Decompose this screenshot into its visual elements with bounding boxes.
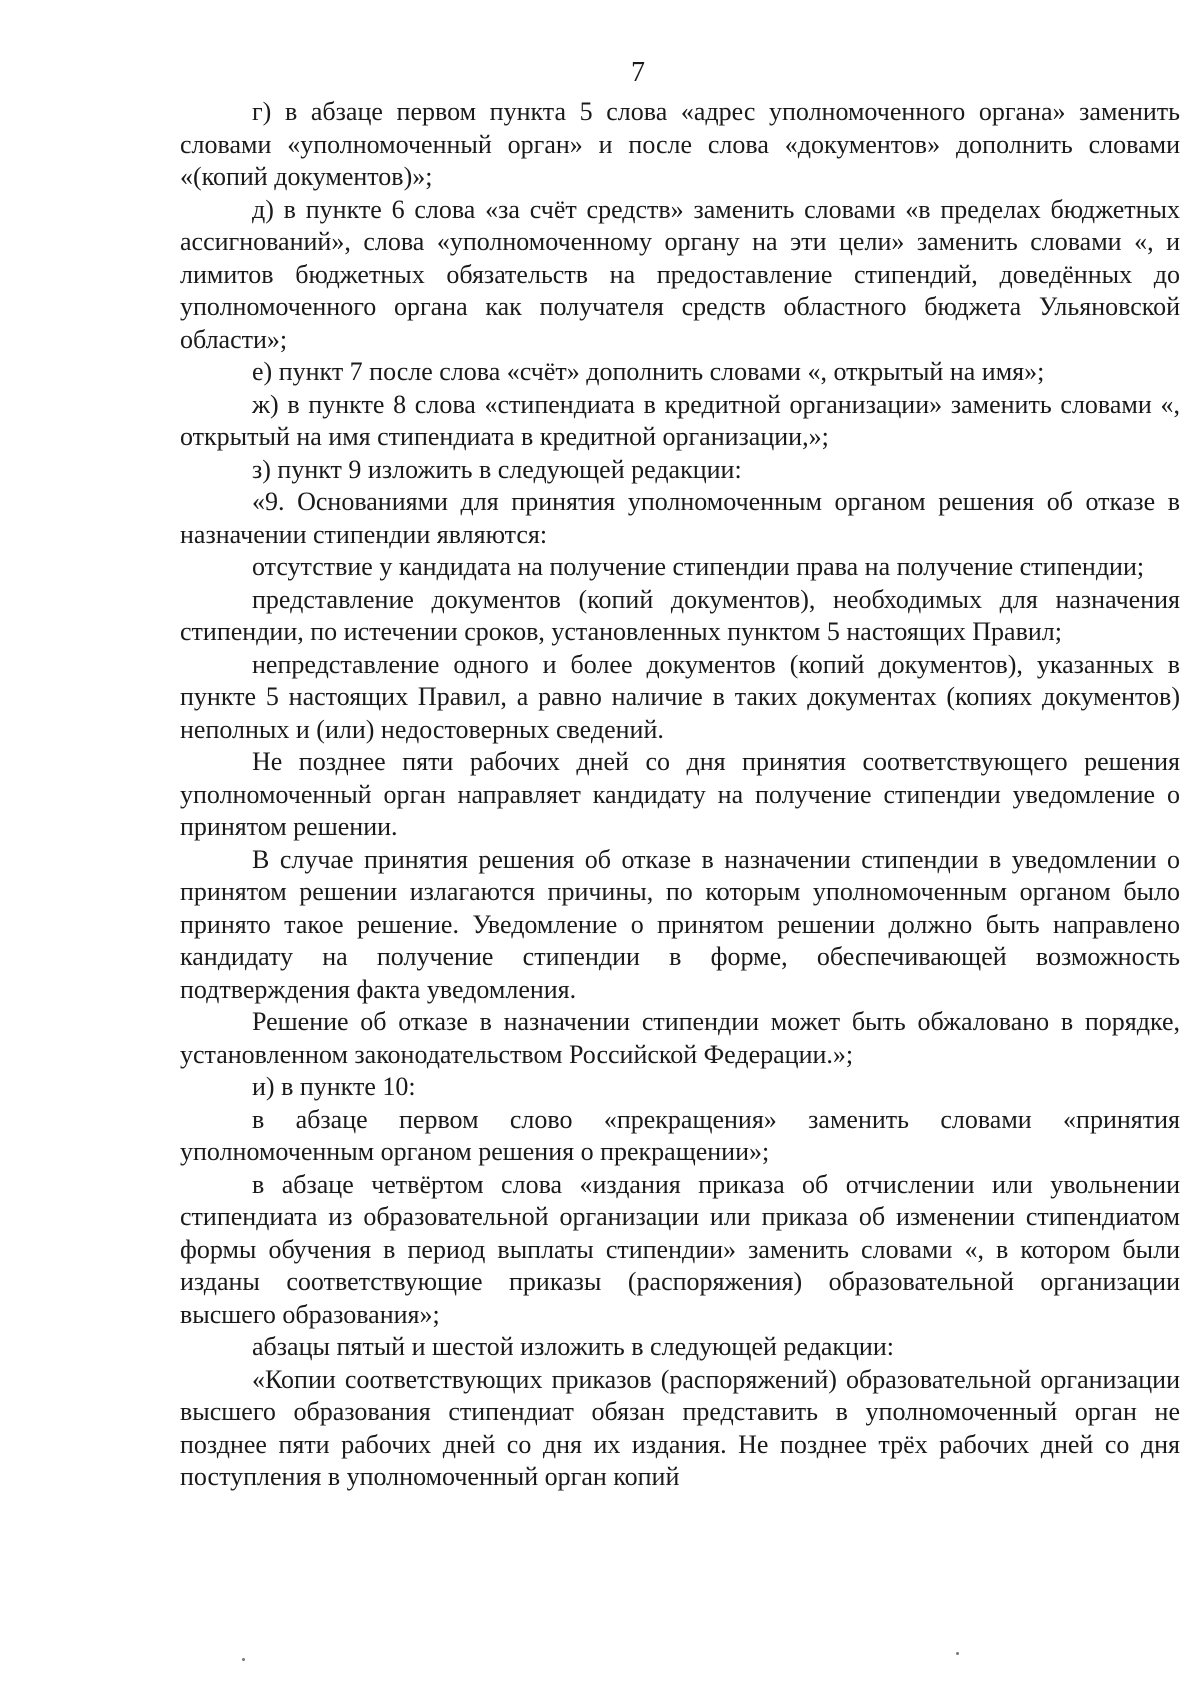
scan-speck: [242, 1658, 245, 1661]
paragraph-appeal: Решение об отказе в назначении стипендии может быть обжаловано в порядке, установленном законодательством Российской Федерации.»;: [180, 1007, 1180, 1069]
paragraph-ground-3: непредставление одного и более документов (копий документов), указанных в пункте 5 настоящих Правил, а равно наличие в таких документах (копиях документов) неполных и (или) недостоверных сведений.: [180, 649, 1180, 744]
paragraph-amendment-i: и) в пункте 10:: [252, 1072, 416, 1101]
paragraph-clause-9-intro: «9. Основаниями для принятия уполномоченным органом решения об отказе в назначении стипендии являются:: [180, 487, 1180, 549]
paragraph-ground-2: представление документов (копий документов), необходимых для назначения стипендии, по истечении сроков, установленных пунктом 5 настоящих Правил;: [180, 584, 1180, 646]
paragraph-amendment-e: е) пункт 7 после слова «счёт» дополнить словами «, открытый на имя»;: [252, 357, 1045, 386]
paragraph-refusal-reasons: В случае принятия решения об отказе в назначении стипендии в уведомлении о принятом решении излагаются причины, по которым уполномоченным органом было принято такое решение. Уведомление о принятом решении должно быть направлено кандидату на получение стипендии в форме, обеспечивающей возможность подтверждения факта уведомления.: [180, 844, 1180, 1004]
paragraph-fourth-subparagraph: в абзаце четвёртом слова «издания приказа об отчислении или увольнении стипендиата из образовательной организации или приказа об изменении стипендиатом формы обучения в период выплаты стипендии» заменить словами «, в котором были изданы соответствующие приказы (распоряжения) образовательной организации высшего образования»;: [180, 1169, 1180, 1329]
paragraph-amendment-d: д) в пункте 6 слова «за счёт средств» заменить словами «в пределах бюджетных ассигнований», слова «уполномоченному органу на эти цели» заменить словами «, и лимитов бюджетных обязательств на предоставление стипендий, доведённых до уполномоченного органа как получателя средств областного бюджета Ульяновской области»;: [180, 194, 1180, 354]
paragraph-notification-deadline: Не позднее пяти рабочих дней со дня принятия соответствующего решения уполномоченный орган направляет кандидату на получение стипендии уведомление о принятом решении.: [180, 747, 1180, 841]
paragraph-amendment-z: з) пункт 9 изложить в следующей редакции:: [252, 454, 742, 484]
paragraph-amendment-g: г) в абзаце первом пункта 5 слова «адрес уполномоченного органа» заменить словами «уполномоченный орган» и после слова «документов» дополнить словами «(копий документов)»;: [180, 97, 1180, 191]
page-number: 7: [631, 57, 645, 88]
paragraph-ground-1: отсутствие у кандидата на получение стипендии права на получение стипендии;: [252, 552, 1145, 581]
paragraph-copies-of-orders: «Копии соответствующих приказов (распоряжений) образовательной организации высшего образования стипендиат обязан представить в уполномоченный орган не позднее пяти рабочих дней со дня их издания. Не позднее трёх рабочих дней со дня поступления в уполномоченный орган копий: [180, 1364, 1180, 1491]
document-body: [180, 96, 1180, 1494]
paragraph-amendment-zh: ж) в пункте 8 слова «стипендиата в кредитной организации» заменить словами «, открытый на имя стипендиата в кредитной организации,»;: [180, 389, 1180, 451]
paragraph-first-subparagraph: в абзаце первом слово «прекращения» заменить словами «принятия уполномоченным органом решения о прекращении»;: [180, 1104, 1180, 1166]
paragraph-fifth-sixth-subparagraphs: абзацы пятый и шестой изложить в следующей редакции:: [252, 1332, 894, 1361]
scan-speck: [956, 1652, 959, 1655]
